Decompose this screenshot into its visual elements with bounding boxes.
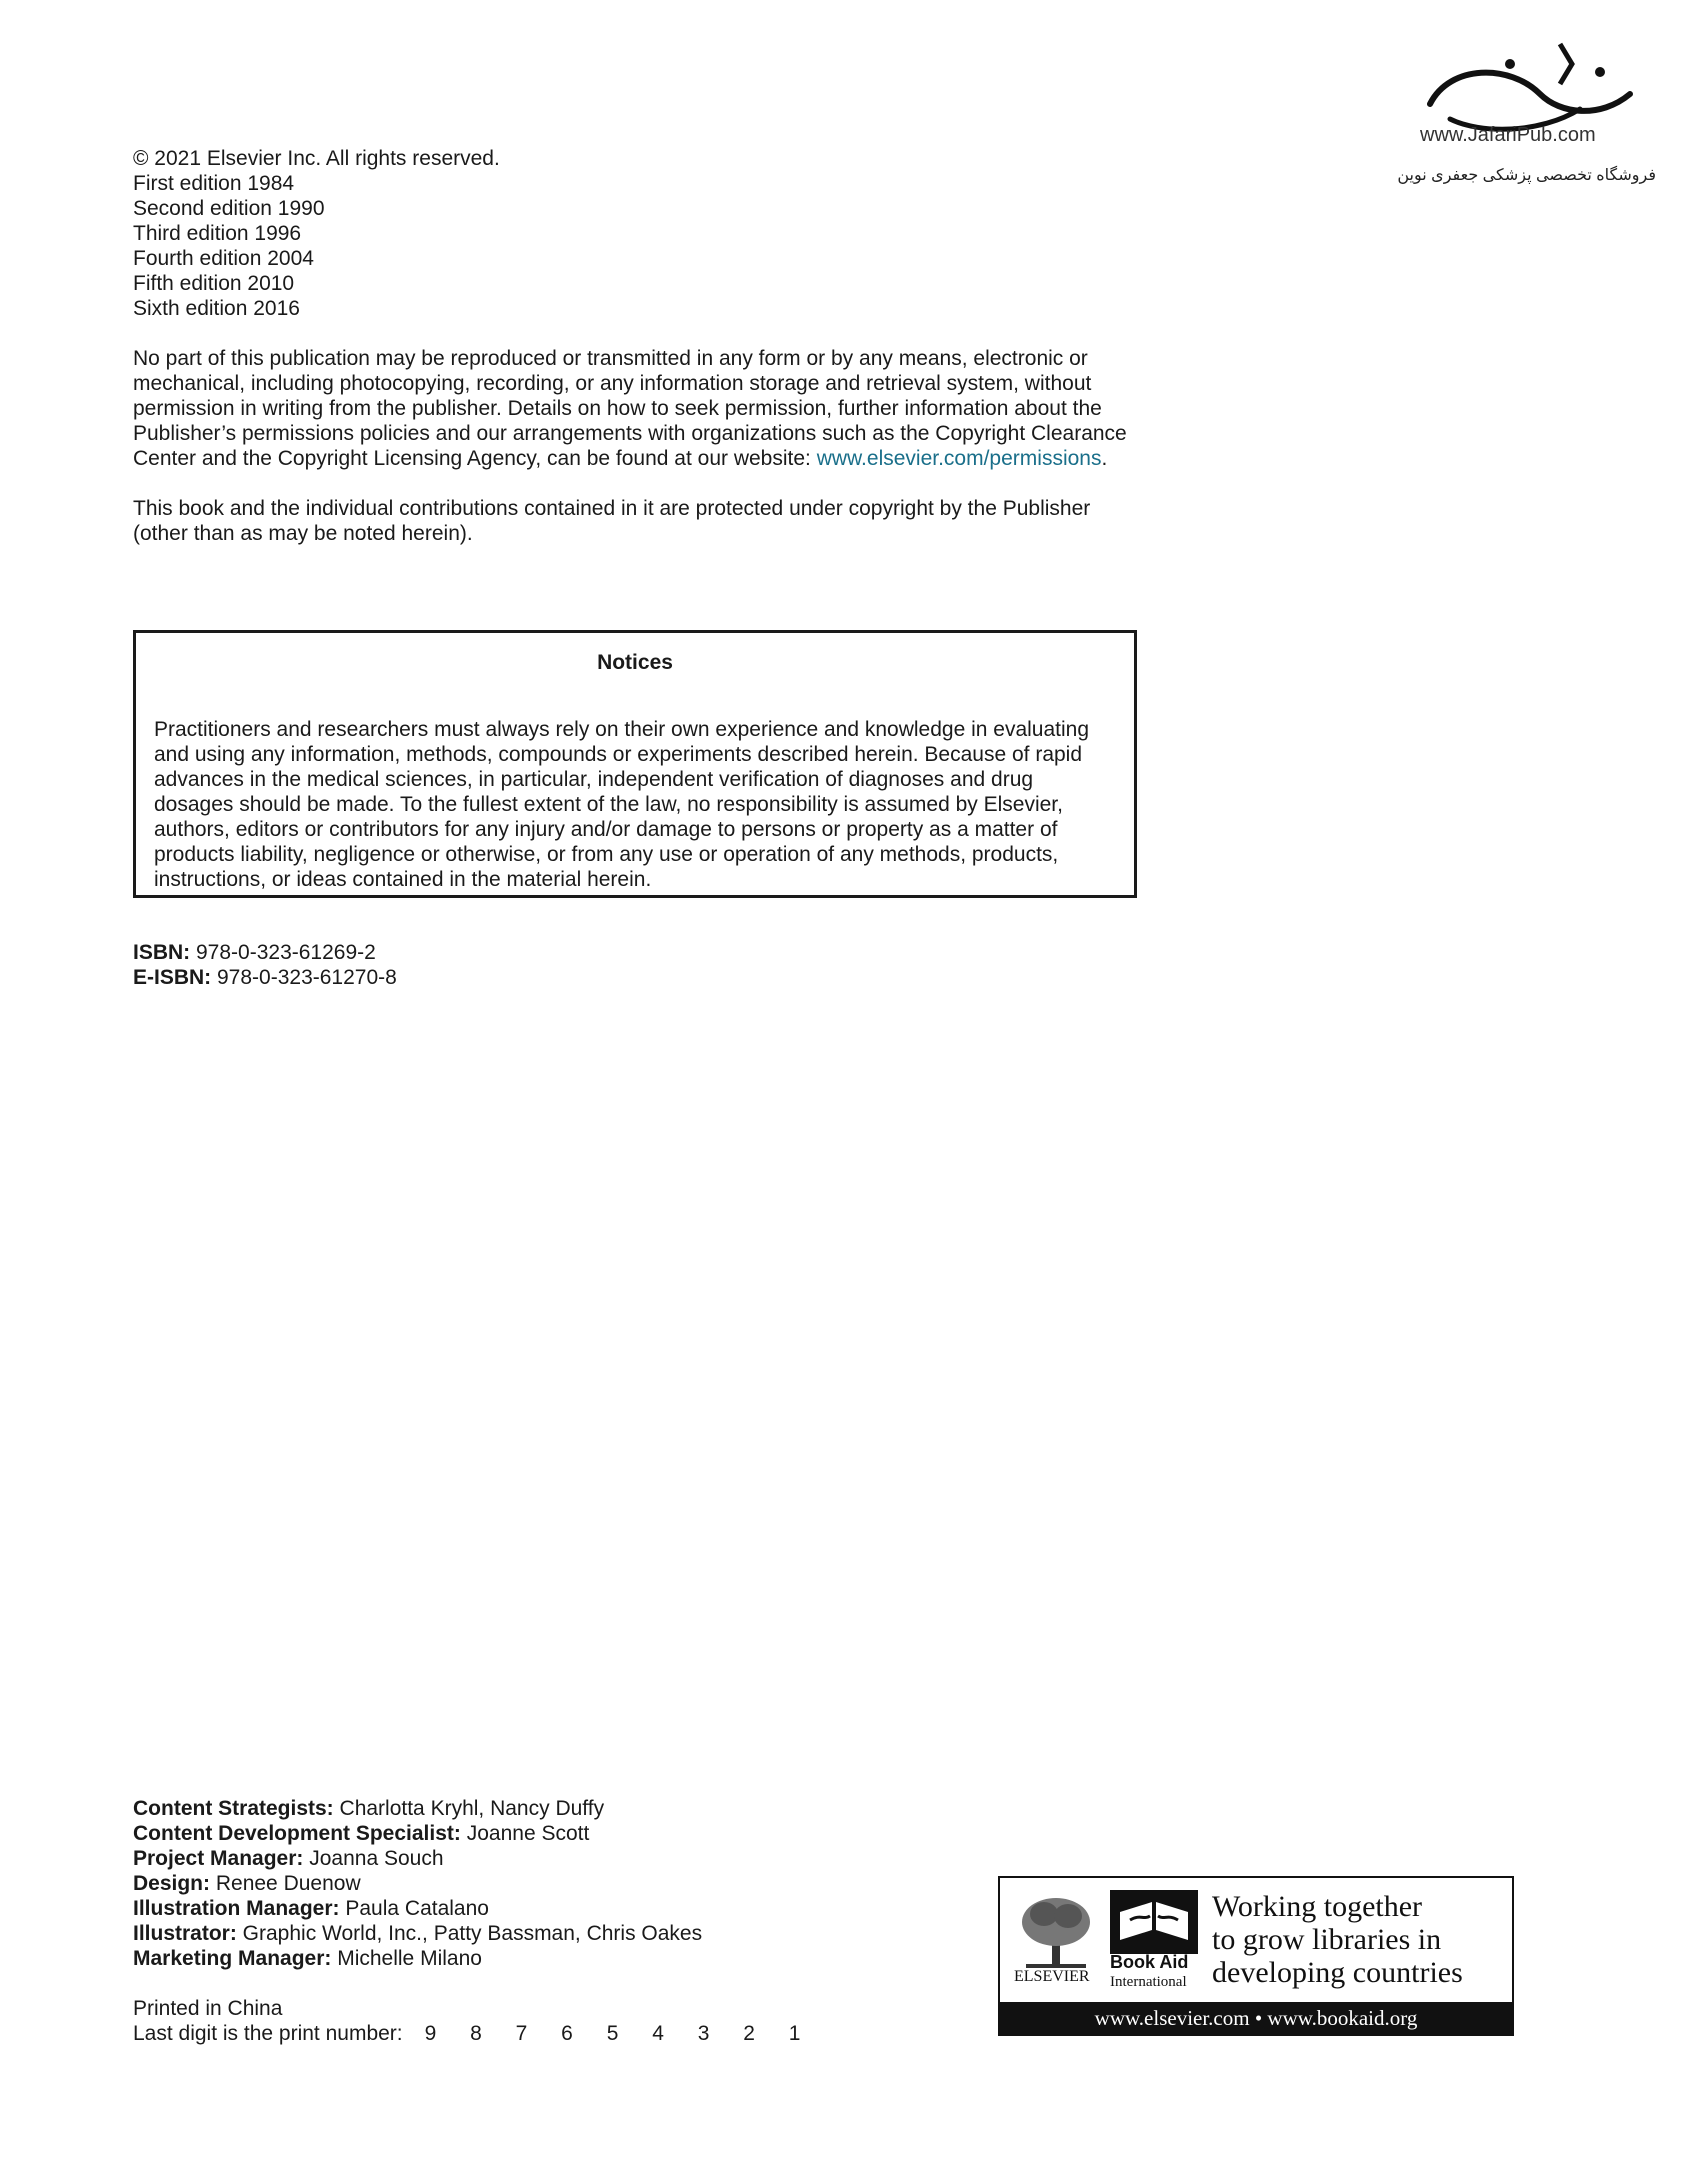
protected-paragraph: This book and the individual contributions contained in it are protected under copyright by the Publisher (other than as may be noted herein). [133,497,1091,545]
rights-paragraph [133,346,1133,471]
credit-role: Marketing Manager: [133,1947,332,1970]
slogan-line: Working together [1212,1890,1423,1923]
eisbn-label: E-ISBN: [133,966,212,989]
rights-end: . [1101,447,1108,470]
edition-line: Fourth edition 2004 [133,247,314,270]
credit-role: Content Strategists: [133,1797,334,1820]
credit-line [133,1871,702,1896]
bookaid-banner [998,1876,1514,2036]
credits-block [133,1796,702,1971]
logo-url: www.JafariPub.com [1420,124,1596,146]
copyright-block [133,146,1133,321]
rights-text: No part of this publication may be reproduced or transmitted in any form or by any means, electronic or mechanical, including photocopying, recording, or any information storage and retrieval system, without permission in writing from the publisher. Details on how to seek permission, further information about the Publisher’s permissions policies and our arrangements with organizations such as the Copyright Clearance Center and the Copyright Licensing Agency, can be found at our website: [133,347,1127,470]
bookaid-footer: www.elsevier.com • www.bookaid.org [1000,2002,1512,2034]
credit-line [133,1921,702,1946]
slogan-line: developing countries [1212,1956,1463,1989]
isbn-line [133,940,397,965]
credit-role: Content Development Specialist: [133,1822,461,1845]
credit-name: Renee Duenow [210,1872,361,1895]
print-number-value: 9 8 7 6 5 4 3 2 1 [424,2022,815,2045]
edition-line: Fifth edition 2010 [133,272,295,295]
notices-title: Notices [597,651,673,674]
print-block [133,1996,814,2046]
eisbn-line [133,965,397,990]
credit-role: Illustrator: [133,1922,237,1945]
credit-name: Joanne Scott [460,1822,590,1845]
credit-name: Graphic World, Inc., Patty Bassman, Chris Oakes [236,1922,703,1945]
credit-line [133,1946,702,1971]
eisbn-value: 978-0-323-61270-8 [211,966,397,989]
print-number-line [133,2021,814,2046]
logo-tagline: فروشگاه تخصصی پزشکی جعفری نوین [1397,167,1656,184]
credit-role: Design: [133,1872,211,1895]
credit-line [133,1821,702,1846]
credit-name: Joanna Souch [303,1847,444,1870]
credit-line [133,1846,702,1871]
credit-line [133,1896,702,1921]
isbn-block [133,940,397,990]
book-aid-icon [1110,1890,1198,1954]
edition-line: First edition 1984 [133,172,295,195]
credit-role: Illustration Manager: [133,1897,340,1920]
print-number-label: Last digit is the print number: [133,2022,403,2045]
elsevier-wordmark: ELSEVIER [1014,1968,1090,1985]
credit-name: Charlotta Kryhl, Nancy Duffy [333,1797,605,1820]
edition-line: Sixth edition 2016 [133,297,300,320]
notices-box [133,630,1137,898]
book-aid-international: International [1110,1974,1187,1990]
credit-name: Paula Catalano [339,1897,489,1920]
notices-body: Practitioners and researchers must always rely on their own experience and knowledge in evaluating and using any information, methods, compounds or experiments described herein. Because of rapid advances in the medical sciences, in particular, independent verification of diagnoses and drug dosages should be made. To the fullest extent of the law, no responsibility is assumed by Elsevier, authors, editors or contributors for any injury and/or damage to persons or property as a matter of products liability, negligence or otherwise, or from any use or operation of any methods, products, instructions, or ideas contained in the material herein. [154,718,1090,891]
book-aid-name: Book Aid [1110,1952,1189,1972]
credit-name: Michelle Milano [331,1947,482,1970]
isbn-label: ISBN: [133,941,191,964]
isbn-value: 978-0-323-61269-2 [190,941,376,964]
edition-line: Second edition 1990 [133,197,325,220]
elsevier-tree-icon [1016,1892,1096,1972]
credit-line [133,1796,702,1821]
edition-line: Third edition 1996 [133,222,302,245]
credit-role: Project Manager: [133,1847,304,1870]
slogan-line: to grow libraries in [1212,1923,1442,1956]
permissions-link[interactable]: www.elsevier.com/permissions [816,447,1102,470]
bookaid-slogan [1212,1890,1463,1989]
copyright-line: © 2021 Elsevier Inc. All rights reserved. [133,147,500,170]
printed-in: Printed in China [133,1997,283,2020]
